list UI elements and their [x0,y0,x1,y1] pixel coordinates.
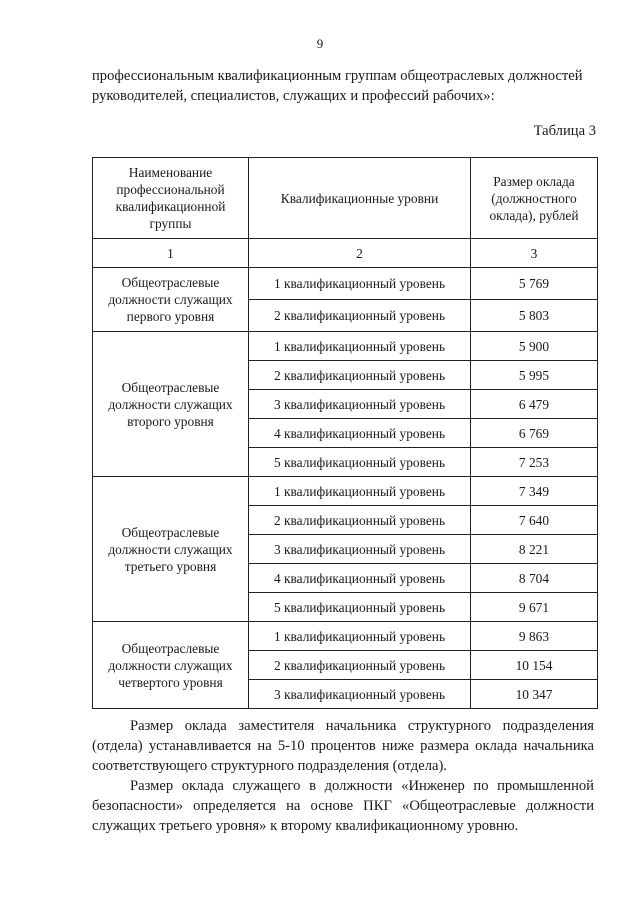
note-paragraph: Размер оклада служащего в должности «Инженер по промышленной безопасности» определяется на основе ПКГ «Общеотраслевые должности служащих третьего уровня» к второму квалификационному уровню. [92,778,594,834]
salary-cell: 5 769 [471,268,598,300]
level-cell: 2 квалификационный уровень [249,300,471,332]
table-caption: Таблица 3 [533,123,596,139]
group-name-cell: Общеотраслевые должности служащих первого уровня [93,268,249,332]
salary-cell: 10 154 [471,651,598,680]
salary-cell: 10 347 [471,680,598,709]
salary-cell: 5 995 [471,361,598,390]
level-cell: 4 квалификационный уровень [249,564,471,593]
level-cell: 1 квалификационный уровень [249,332,471,361]
table-row [93,477,598,506]
level-cell: 2 квалификационный уровень [249,506,471,535]
salary-cell: 8 704 [471,564,598,593]
header-salary: Размер оклада (должностного оклада), рублей [471,158,598,239]
page-number: 9 [316,36,324,51]
level-cell: 5 квалификационный уровень [249,593,471,622]
level-cell: 3 квалификационный уровень [249,680,471,709]
salary-cell: 9 671 [471,593,598,622]
table-row [93,268,598,300]
table-row [93,332,598,361]
column-number: 2 [249,239,471,268]
column-number: 3 [471,239,598,268]
level-cell: 4 квалификационный уровень [249,419,471,448]
header-group-name: Наименование профессиональной квалификационной группы [93,158,249,239]
table-header-row [93,158,598,239]
salary-cell: 6 769 [471,419,598,448]
level-cell: 3 квалификационный уровень [249,535,471,564]
salary-cell: 8 221 [471,535,598,564]
level-cell: 2 квалификационный уровень [249,651,471,680]
group-name-cell: Общеотраслевые должности служащих третьего уровня [93,477,249,622]
column-number-row [93,239,598,268]
header-qualification-levels: Квалификационные уровни [249,158,471,239]
level-cell: 1 квалификационный уровень [249,622,471,651]
salary-cell: 5 900 [471,332,598,361]
salary-cell: 6 479 [471,390,598,419]
level-cell: 3 квалификационный уровень [249,390,471,419]
level-cell: 5 квалификационный уровень [249,448,471,477]
table-row [93,622,598,651]
level-cell: 1 квалификационный уровень [249,477,471,506]
salary-cell: 7 640 [471,506,598,535]
level-cell: 1 квалификационный уровень [249,268,471,300]
note-paragraph: Размер оклада заместителя начальника структурного подразделения (отдела) устанавливается на 5-10 процентов ниже размера оклада начальника соответствующего структурного подразделения (отдела). [92,718,594,774]
salary-cell: 5 803 [471,300,598,332]
salary-table [92,157,598,709]
intro-paragraph: профессиональным квалификационным группам общеотраслевых должностей руководителей, специалистов, служащих и профессий рабочих»: [92,68,583,104]
salary-cell: 7 349 [471,477,598,506]
level-cell: 2 квалификационный уровень [249,361,471,390]
column-number: 1 [93,239,249,268]
group-name-cell: Общеотраслевые должности служащих четвертого уровня [93,622,249,709]
salary-cell: 9 863 [471,622,598,651]
salary-cell: 7 253 [471,448,598,477]
group-name-cell: Общеотраслевые должности служащих второго уровня [93,332,249,477]
